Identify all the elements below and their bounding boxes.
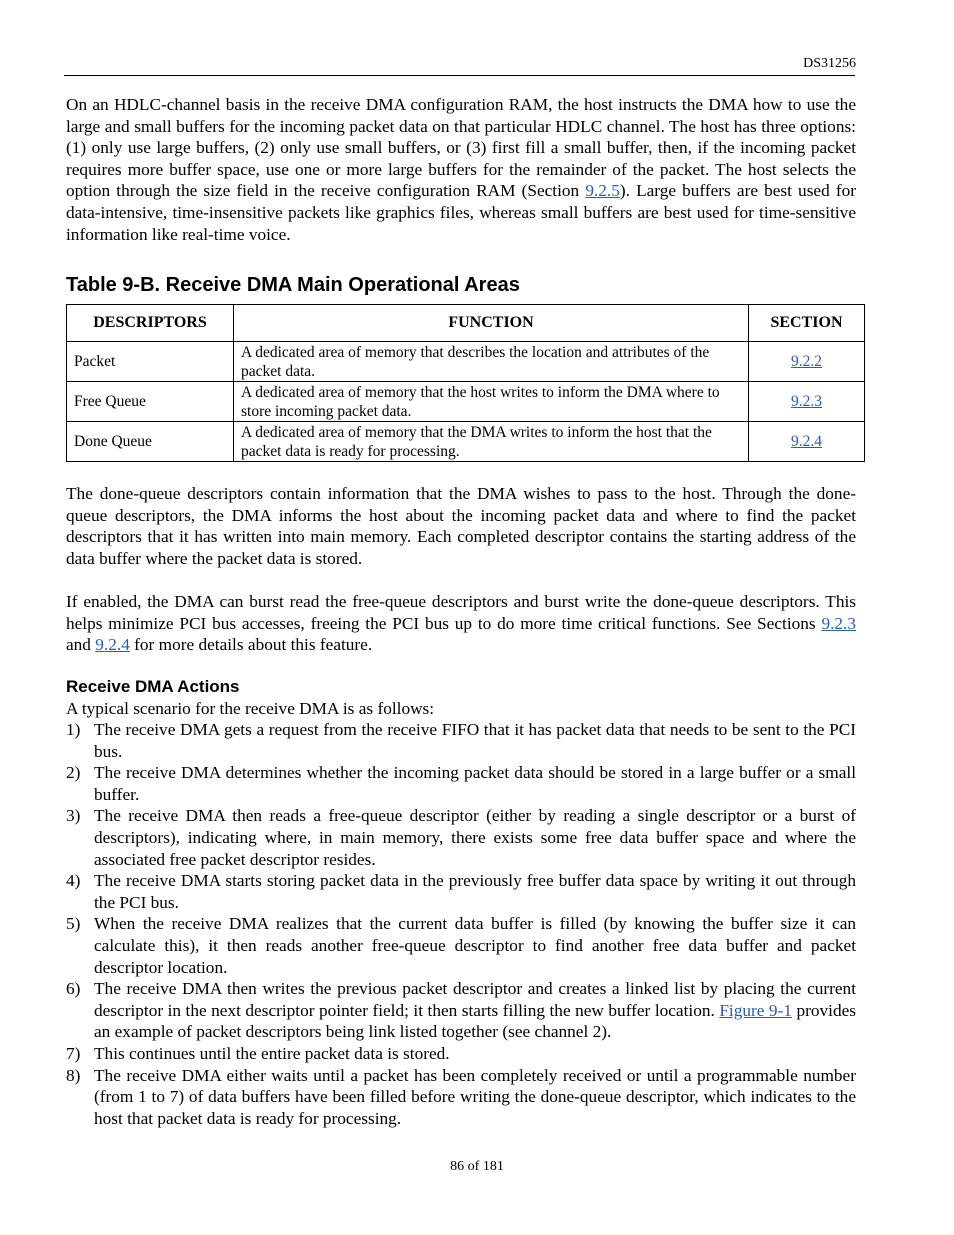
section-link[interactable]: 9.2.2 — [791, 353, 822, 370]
step-text-part: The receive DMA then writes the previous packet descriptor and creates a linked list by placing the current descriptor in the next descriptor pointer field; it then starts filling the new buffer location. — [94, 979, 856, 1020]
intro-text-2: ). Large buffers are best used for data-intensive, time-insensitive packets like graphics files, whereas small buffers are best used for time-sensitive information like real-time voice. — [66, 181, 856, 244]
step-text: The receive DMA gets a request from the receive FIFO that it has packet data that needs to be sent to the PCI bus. — [94, 720, 856, 761]
function-cell: A dedicated area of memory that the host writes to inform the DMA where to store incoming packet data. — [234, 382, 749, 422]
function-cell: A dedicated area of memory that describes the location and attributes of the packet data. — [234, 342, 749, 382]
table-row — [67, 422, 865, 462]
section-cell — [749, 342, 865, 382]
step-number: 8) — [66, 1065, 81, 1085]
table-title: Table 9-B. Receive DMA Main Operational Areas — [66, 274, 520, 296]
descriptor-cell: Packet — [67, 342, 234, 382]
burst-text-3: for more details about this feature. — [129, 635, 373, 655]
step-text: The receive DMA then reads a free-queue descriptor (either by reading a single descriptor or a burst of descriptors), indicating where, in main memory, there exists some free data buffer space and where the associated free packet descriptor resides. — [94, 806, 856, 869]
list-item — [66, 978, 856, 1043]
section-heading: Receive DMA Actions — [66, 677, 240, 696]
figure-link-9-1[interactable]: Figure 9-1 — [719, 1000, 792, 1020]
list-item — [66, 913, 856, 978]
table-row — [67, 382, 865, 422]
section-cell — [749, 422, 865, 462]
actions-intro: A typical scenario for the receive DMA is as follows: — [66, 699, 435, 718]
section-link-9-2-5[interactable]: 9.2.5 — [585, 181, 620, 201]
burst-paragraph — [66, 591, 856, 656]
intro-text-1: On an HDLC-channel basis in the receive DMA configuration RAM, the host instructs the DMA how to use the large and small buffers for the incoming packet data on that particular HDLC channel. The host has three options: (1) only use large buffers, (2) only use small buffers, or (3) first fill a small buffer, then, if the incoming packet requires more buffer space, use one or more large buffers for the remainder of the packet. The host selects the option through the size field in the receive configuration RAM (Section — [66, 95, 856, 201]
step-text: This continues until the entire packet data is stored. — [94, 1043, 450, 1063]
header-function: FUNCTION — [234, 305, 749, 342]
step-number: 6) — [66, 979, 81, 999]
burst-text-2: and — [66, 635, 96, 655]
step-text — [94, 978, 856, 1043]
list-item — [66, 1065, 856, 1130]
steps-list — [66, 719, 856, 1129]
burst-text-1: If enabled, the DMA can burst read the free-queue descriptors and burst write the done-queue descriptors. This helps minimize PCI bus accesses, freeing the PCI bus up to do more time critical functions. See Sections — [66, 592, 856, 633]
step-text: When the receive DMA realizes that the current data buffer is filled (by knowing the buffer size it can calculate this), it then reads another free-queue descriptor to find another free data buffer and packet descriptor location. — [94, 914, 856, 977]
section-link[interactable]: 9.2.3 — [791, 393, 822, 410]
section-link-9-2-3[interactable]: 9.2.3 — [821, 613, 856, 633]
header-section: SECTION — [749, 305, 865, 342]
document-id: DS31256 — [803, 56, 856, 71]
descriptor-cell: Done Queue — [67, 422, 234, 462]
section-link-9-2-4[interactable]: 9.2.4 — [95, 635, 130, 655]
section-link[interactable]: 9.2.4 — [791, 433, 822, 450]
header-rule — [64, 75, 855, 76]
step-text-part: provides an example of packet descriptors being link listed together (see channel 2). — [94, 1000, 856, 1042]
step-number: 1) — [66, 720, 81, 739]
page-number: 86 of 181 — [450, 1159, 504, 1174]
step-number: 2) — [66, 763, 81, 783]
list-item — [66, 719, 856, 762]
list-item — [66, 1043, 856, 1065]
step-text: The receive DMA either waits until a packet has been completely received or until a programmable number (from 1 to 7) of data buffers have been filled before writing the done-queue descriptor, which indicates to the host that packet data is ready for processing. — [94, 1065, 856, 1128]
header-descriptors: DESCRIPTORS — [67, 305, 234, 342]
table-header-row — [67, 305, 865, 342]
step-number: 7) — [66, 1043, 81, 1063]
section-cell — [749, 382, 865, 422]
list-item — [66, 805, 856, 870]
step-text: The receive DMA determines whether the incoming packet data should be stored in a large buffer or a small buffer. — [94, 763, 856, 804]
function-cell: A dedicated area of memory that the DMA writes to inform the host that the packet data is ready for processing. — [234, 422, 749, 462]
intro-paragraph — [66, 94, 856, 245]
list-item — [66, 762, 856, 805]
descriptor-cell: Free Queue — [67, 382, 234, 422]
list-item — [66, 870, 856, 913]
step-number: 4) — [66, 871, 81, 891]
step-text: The receive DMA starts storing packet data in the previously free buffer data space by writing it out through the PCI bus. — [94, 871, 856, 912]
operational-areas-table — [66, 304, 865, 462]
done-queue-paragraph: The done-queue descriptors contain information that the DMA wishes to pass to the host. Through the done-queue descriptors, the DMA informs the host about the incoming packet data and where to find the packet descriptors that it has written into main memory. Each completed descriptor contains the starting address of the data buffer where the packet data is stored. — [66, 484, 856, 568]
table-row — [67, 342, 865, 382]
step-number: 5) — [66, 914, 81, 934]
step-number: 3) — [66, 806, 81, 826]
